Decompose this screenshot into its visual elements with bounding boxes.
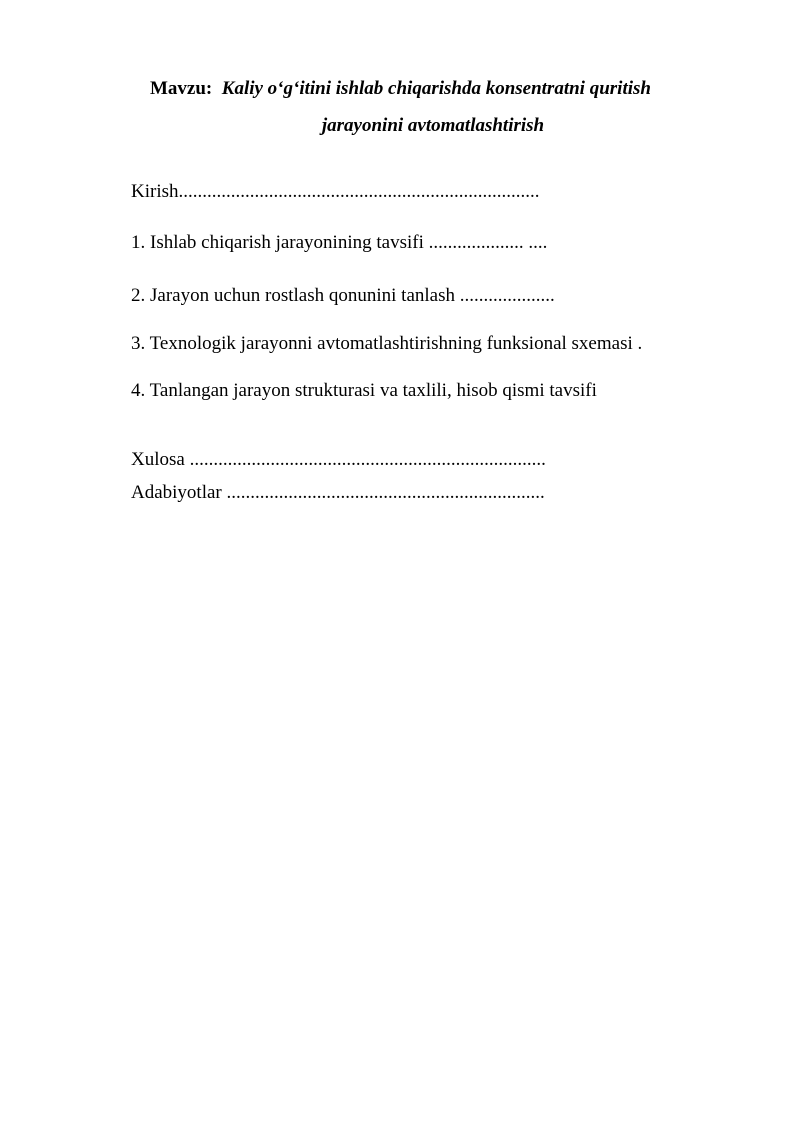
toc-item-3: 3. Texnologik jarayonni avtomatlashtirishning funksional sxemasi .	[131, 333, 643, 354]
toc-item-4: 4. Tanlangan jarayon strukturasi va taxlili, hisob qismi tavsifi	[131, 380, 597, 401]
toc-conclusion: Xulosa ...........................................................................	[131, 449, 546, 470]
toc-item-2: 2. Jarayon uchun rostlash qonunini tanlash ....................	[131, 285, 555, 306]
toc-references: Adabiyotlar ...................................................................	[131, 482, 545, 503]
title-line-2	[0, 115, 800, 137]
toc-item-1: 1. Ishlab chiqarish jarayonining tavsifi .................... ....	[131, 232, 548, 253]
topic-title-part-1: Kaliy o‘g‘itini ishlab chiqarishda konsentratni quritish	[221, 78, 651, 99]
topic-label: Mavzu:	[150, 78, 213, 99]
topic-title-part-2: jarayonini avtomatlashtirish	[321, 115, 545, 136]
title-line-1	[150, 78, 651, 100]
toc-intro: Kirish............................................................................	[131, 181, 540, 202]
